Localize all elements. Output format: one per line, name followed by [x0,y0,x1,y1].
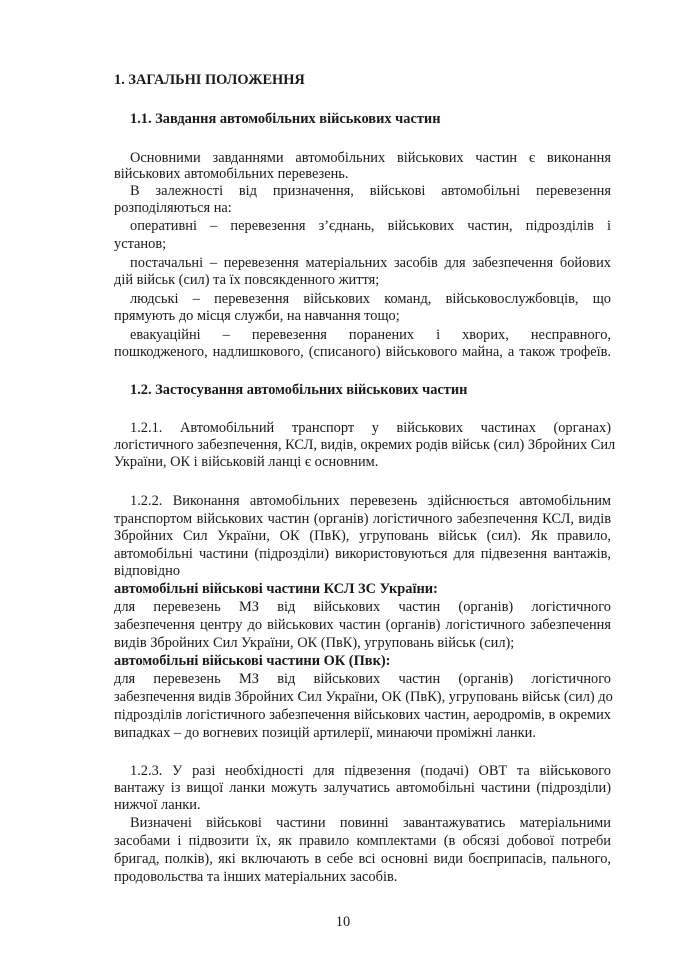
paragraph-line: евакуаційні – перевезення поранених і хворих, несправного, [130,327,611,343]
paragraph-line: Збройних Сил України, ОК (ПвК), угруповань військ (сил). Як правило, [114,528,611,544]
section-heading-1-1: 1.1. Завдання автомобільних військових частин [130,111,441,127]
paragraph-line: видів Збройних Сил України, ОК (ПвК), угруповань військ (сил); [114,635,515,651]
chapter-heading: 1. ЗАГАЛЬНІ ПОЛОЖЕННЯ [114,72,305,88]
paragraph-line: забезпечення центру до військових частин (органів) логістичного забезпечення [114,617,611,633]
paragraph-line: дій військ (сил) та їх повсякденного життя; [114,272,380,288]
paragraph-line: продовольства та інших матеріальних засобів. [114,869,398,885]
paragraph-line: Основними завданнями автомобільних військових частин є виконання [130,150,611,166]
paragraph-line: 1.2.2. Виконання автомобільних перевезень здійснюється автомобільним [130,493,611,509]
subheading-ok: автомобільні військові частини ОК (Пвк): [114,653,391,669]
paragraph-line: для перевезень МЗ від військових частин (органів) логістичного [114,599,611,615]
page-number: 10 [335,914,351,930]
paragraph-line: для перевезень МЗ від військових частин (органів) логістичного [114,671,611,687]
paragraph-line: відповідно [114,563,181,579]
paragraph-line: забезпечення видів Збройних Сил України, ОК (ПвК), угруповань військ (сил) до [114,689,613,705]
paragraph-line: логістичного забезпечення, КСЛ, видів, окремих родів військ (сил) Збройних Сил [114,437,616,453]
section-heading-1-2: 1.2. Застосування автомобільних військових частин [130,382,468,398]
paragraph-line: установ; [114,236,167,252]
paragraph-line: автомобільні частини (підрозділи) використовуються для підвезення вантажів, [114,546,611,562]
paragraph-line: бригад, полків), які включають в себе всі основні види боєприпасів, пального, [114,851,611,867]
paragraph-line: розподіляються на: [114,200,232,216]
paragraph-line: підрозділів логістичного забезпечення військових частин, аеродромів, в окремих [114,707,611,723]
paragraph-line: оперативні – перевезення з’єднань, військових частин, підрозділів і [130,218,611,234]
paragraph-line: вантажу із вищої ланки можуть залучатись автомобільні частини (підрозділи) [114,780,611,796]
paragraph-line: В залежності від призначення, військові автомобільні перевезення [130,183,611,199]
paragraph-line: 1.2.1. Автомобільний транспорт у військових частинах (органах) [130,420,611,436]
paragraph-line: України, ОК і військовій ланці є основним. [114,454,379,470]
subheading-ksl: автомобільні військові частини КСЛ ЗС України: [114,581,438,597]
paragraph-line: 1.2.3. У разі необхідності для підвезення (подачі) ОВТ та військового [130,763,611,779]
paragraph-line: засобами і підвозити їх, як правило комплектами (в обсязі добової потреби [114,833,611,849]
paragraph-line: Визначені військові частини повинні завантажуватись матеріальними [130,815,611,831]
paragraph-line: прямують до місця служби, на навчання тощо; [114,308,400,324]
paragraph-line: військових автомобільних перевезень. [114,166,349,182]
paragraph-line: людські – перевезення військових команд, військовослужбовців, що [130,291,611,307]
paragraph-line: постачальні – перевезення матеріальних засобів для забезпечення бойових [130,255,611,271]
paragraph-line: транспортом військових частин (органів) логістичного забезпечення КСЛ, видів [114,511,611,527]
paragraph-line: випадках – до вогневих позицій артилерії, минаючи проміжні ланки. [114,725,536,741]
paragraph-line: нижчої ланки. [114,797,201,813]
paragraph-line: пошкодженого, надлишкового, (списаного) військового майна, а також трофеїв. [114,344,611,360]
